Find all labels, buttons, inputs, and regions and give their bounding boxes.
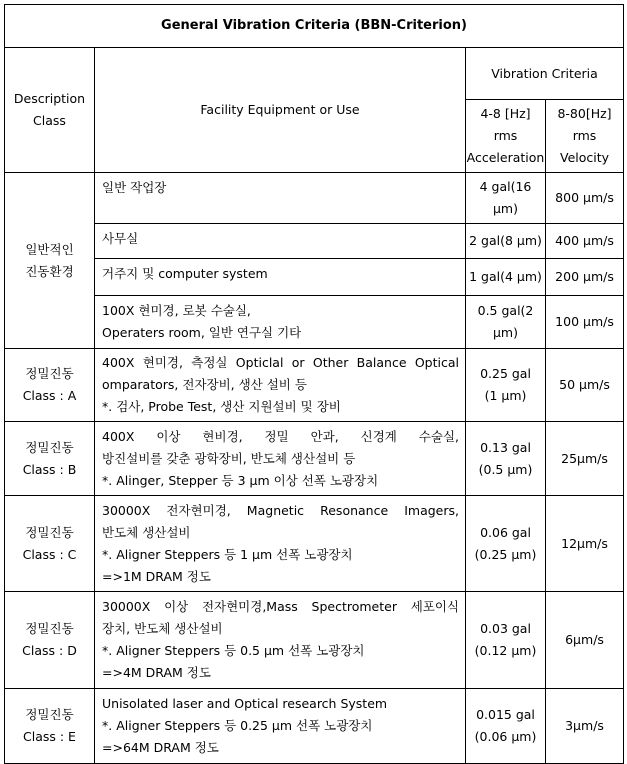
vibration-criteria-table (4, 4, 624, 764)
class-a-label (5, 349, 95, 422)
facility-cell (95, 224, 466, 259)
acceleration-cell (466, 173, 546, 224)
facility-line: omparators, 전자장비, 생산 설비 등 (102, 377, 307, 392)
class-d-label (5, 592, 95, 689)
facility-cell (95, 349, 466, 422)
class-label-line: 정밀진동 (25, 366, 74, 381)
acceleration-line: 0.25 gal (480, 366, 531, 381)
class-b-label (5, 422, 95, 496)
header-line: Velocity (559, 150, 610, 165)
class-label-line: Class : E (23, 729, 76, 744)
acceleration-line: 1 gal(4 μm) (469, 269, 542, 284)
facility-cell (95, 296, 466, 349)
facility-line: 100X 현미경, 로봇 수술실, (102, 303, 251, 318)
facility-line: 사무실 (102, 231, 139, 246)
class-label-line: 정밀진동 (25, 707, 74, 722)
class-label-line: 정밀진동 (25, 621, 74, 636)
acceleration-line: 4 gal(16 (479, 179, 532, 194)
header-line: Description (13, 91, 86, 106)
velocity-header (546, 100, 624, 173)
table-title: General Vibration Criteria (BBN-Criterion) (5, 5, 624, 48)
facility-cell (95, 422, 466, 496)
acceleration-line: (0.12 μm) (474, 643, 537, 658)
acceleration-line: 0.015 gal (476, 707, 535, 722)
facility-line: 일반 작업장 (102, 180, 167, 195)
header-line: rms (572, 128, 597, 143)
acceleration-cell (466, 296, 546, 349)
acceleration-header (466, 100, 546, 173)
class-label-line: Class : C (22, 546, 77, 562)
header-line: 4-8 [Hz] (480, 106, 531, 121)
class-label-line: 정밀진동 (25, 439, 74, 455)
facility-line: =>1M DRAM 정도 (102, 568, 211, 584)
velocity-cell: 12μm/s (546, 496, 624, 592)
facility-line: =>4M DRAM 정도 (102, 665, 211, 680)
acceleration-cell (466, 496, 546, 592)
facility-line: 30000X 전자현미경, Magnetic Resonance Imagers, (102, 502, 459, 518)
class-label-line: 진동환경 (25, 263, 74, 279)
velocity-cell: 100 μm/s (546, 296, 624, 349)
facility-header: Facility Equipment or Use (95, 48, 466, 173)
class-c-label (5, 496, 95, 592)
facility-line: *. Aligner Steppers 등 0.5 μm 선폭 노광장치 (102, 643, 365, 658)
acceleration-cell (466, 349, 546, 422)
facility-line: 장치, 반도체 생산설비 (102, 621, 223, 636)
header-line: Class (33, 113, 66, 128)
acceleration-line: 0.13 gal (480, 439, 531, 455)
class-e-label (5, 689, 95, 764)
facility-line: *. Aligner Steppers 등 0.25 μm 선폭 노광장치 (102, 718, 373, 733)
acceleration-cell (466, 422, 546, 496)
facility-line: *. Aligner Steppers 등 1 μm 선폭 노광장치 (102, 546, 353, 562)
header-line: Acceleration (466, 150, 545, 165)
class-label-line: Class : A (22, 388, 77, 403)
acceleration-line: (1 μm) (484, 388, 527, 403)
acceleration-line: μm) (492, 325, 518, 340)
velocity-cell: 50 μm/s (546, 349, 624, 422)
acceleration-line: (0.25 μm) (474, 546, 537, 562)
facility-line: Operaters room, 일반 연구실 기타 (102, 325, 302, 340)
facility-cell (95, 592, 466, 689)
facility-line: 400X 현미경, 측정실 Opticlal or Other Balance Optical (102, 355, 459, 370)
acceleration-line: 0.5 gal(2 (477, 303, 534, 318)
vibration-criteria-header: Vibration Criteria (466, 48, 624, 100)
facility-cell (95, 259, 466, 296)
acceleration-cell (466, 259, 546, 296)
class-label-line: Class : B (22, 461, 77, 477)
acceleration-line: 2 gal(8 μm) (469, 233, 542, 248)
facility-line: 400X 이상 현비경, 정밀 안과, 신경계 수술실, (102, 428, 459, 444)
header-line: 8-80[Hz] (557, 106, 612, 121)
acceleration-cell (466, 592, 546, 689)
acceleration-line: 0.03 gal (480, 621, 531, 636)
velocity-cell: 3μm/s (546, 689, 624, 764)
velocity-cell: 25μm/s (546, 422, 624, 496)
acceleration-line: μm) (492, 201, 518, 216)
velocity-cell: 400 μm/s (546, 224, 624, 259)
header-line: rms (493, 128, 518, 143)
facility-line: 거주지 및 computer system (102, 266, 268, 281)
velocity-cell: 200 μm/s (546, 259, 624, 296)
facility-line: 30000X 이상 전자현미경,Mass Spectrometer 세포이식 (102, 599, 459, 614)
facility-cell (95, 689, 466, 764)
description-class-header (5, 48, 95, 173)
facility-cell (95, 173, 466, 224)
facility-cell (95, 496, 466, 592)
acceleration-line: 0.06 gal (480, 524, 531, 540)
facility-line: 반도체 생산설비 (102, 524, 191, 540)
velocity-cell: 800 μm/s (546, 173, 624, 224)
acceleration-cell (466, 224, 546, 259)
class-label-line: 일반적인 (25, 241, 74, 257)
facility-line: =>64M DRAM 정도 (102, 740, 219, 755)
acceleration-line: (0.06 μm) (474, 729, 537, 744)
acceleration-line: (0.5 μm) (478, 461, 533, 477)
class-label-line: Class : D (22, 643, 77, 658)
facility-line: 방진설비를 갖춘 광학장비, 반도체 생산설비 등 (102, 450, 356, 466)
acceleration-cell (466, 689, 546, 764)
facility-line: *. 검사, Probe Test, 생산 지원설비 및 장비 (102, 399, 341, 414)
facility-line: Unisolated laser and Optical research System (102, 696, 388, 711)
class-label-line: 정밀진동 (25, 524, 74, 540)
general-environment-label (5, 173, 95, 349)
velocity-cell: 6μm/s (546, 592, 624, 689)
facility-line: *. Alinger, Stepper 등 3 μm 이상 선폭 노광장치 (102, 472, 379, 488)
